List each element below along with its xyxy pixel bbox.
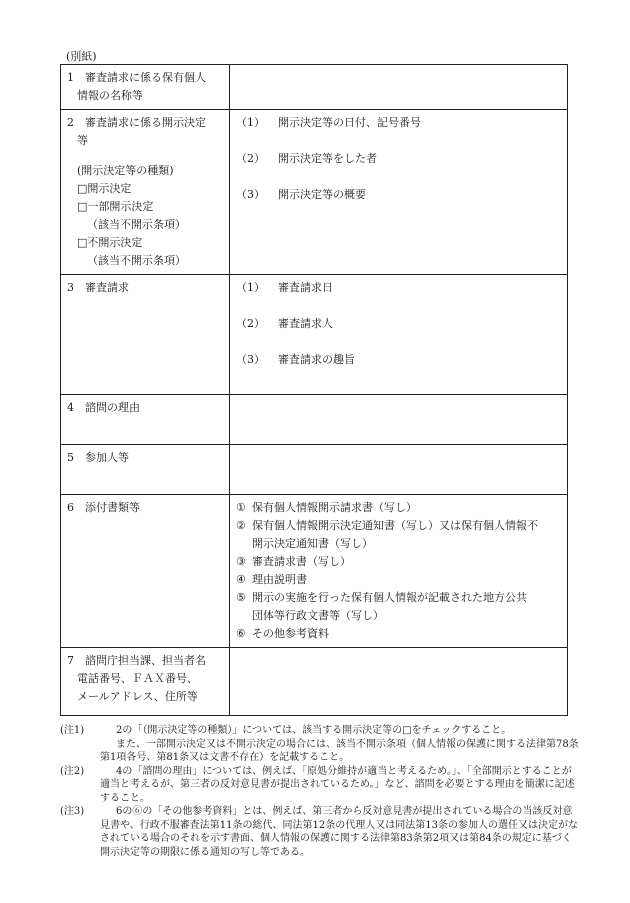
review-form-table bbox=[60, 64, 568, 716]
option-partial[interactable]: □一部開示決定 bbox=[77, 200, 154, 213]
row-6-label: 6 添付書類等 bbox=[61, 495, 230, 648]
kind-title: (開示決定等の種類) bbox=[77, 164, 174, 177]
row-6-value bbox=[230, 495, 568, 648]
row-7 bbox=[61, 648, 568, 716]
row-7-value[interactable] bbox=[230, 648, 568, 716]
decision-date-label: 開示決定等の日付、記号番号 bbox=[278, 116, 421, 129]
partial-clause: （該当不開示条項） bbox=[87, 218, 186, 231]
request-date-label: 審査請求日 bbox=[278, 281, 333, 294]
row-4 bbox=[61, 395, 568, 445]
row-4-label: 4 諮問の理由 bbox=[61, 395, 230, 445]
row-7-label: 7 諮問庁担当課、担当者名 電話番号、ＦＡＸ番号、 メールアドレス、住所等 bbox=[61, 648, 230, 716]
option-disclose[interactable]: □開示決定 bbox=[77, 182, 132, 195]
row-6 bbox=[61, 495, 568, 648]
decision-summary-label: 開示決定等の概要 bbox=[278, 188, 366, 201]
note-2: (注2) 4の「諮問の理由」については、例えば、「原処分維持が適当と考えるため。」、「全部開示とすることが適当と考えるが、第三者の反対意見書が提出されているため。」など、諮問を必要とする理由を簡潔に記述すること。 bbox=[60, 765, 575, 804]
row-1-label: 1 審査請求に係る保有個人 情報の名称等 bbox=[61, 65, 230, 110]
note-3: (注3) 6の⑥の「その他参考資料」とは、例えば、第三者から反対意見書が提出されている場合の当該反対意見書や、行政不服審査法第11条の総代、同法第12条の代理人又は同法第13条の参加人の選任又は決定がなされている場合のそれを示す書面、個人情報の保護に関する法律第83条第2項又は第84条の規定に基づく開示決定等の期限に係る通知の写し等である。 bbox=[60, 806, 578, 858]
row-5-label: 5 参加人等 bbox=[61, 445, 230, 495]
row-2 bbox=[61, 110, 568, 275]
row-3 bbox=[61, 275, 568, 395]
doc-1: ① 保有個人情報開示請求書（写し） bbox=[236, 501, 417, 514]
doc-2: ② 保有個人情報開示決定通知書（写し）又は保有個人情報不 開示決定通知書（写し） bbox=[236, 519, 538, 550]
row-5 bbox=[61, 445, 568, 495]
nondisclose-clause: （該当不開示条項） bbox=[87, 254, 186, 267]
row-5-value[interactable] bbox=[230, 445, 568, 495]
attachment-label: (別紙) bbox=[66, 50, 97, 63]
requester-label: 審査請求人 bbox=[278, 317, 333, 330]
doc-6: ⑥ その他参考資料 bbox=[236, 627, 329, 640]
doc-3: ③ 審査請求書（写し） bbox=[236, 555, 351, 568]
doc-4: ④ 理由説明書 bbox=[236, 573, 307, 586]
row-2-label: 2 審査請求に係る開示決定 等 (開示決定等の種類) □開示決定 □一部開示決定 （該当不開示条項） □不開示決定 （該当不開示条項） bbox=[61, 110, 230, 275]
row-1 bbox=[61, 65, 568, 110]
decision-maker-label: 開示決定等をした者 bbox=[278, 152, 377, 165]
row-2-value: （1） 開示決定等の日付、記号番号 （2） 開示決定等をした者 （3） 開示決定等の概要 bbox=[230, 110, 568, 275]
request-purpose-label: 審査請求の趣旨 bbox=[278, 353, 355, 366]
row-3-value: （1） 審査請求日 （2） 審査請求人 （3） 審査請求の趣旨 bbox=[230, 275, 568, 395]
notes-section bbox=[60, 724, 580, 859]
note-1: (注1) 2の「（開示決定等の種類）」については、該当する開示決定等の□をチェックすること。 また、一部開示決定又は不開示決定の場合には、該当不開示条項（個人情報の保護に関する法律第78条第1項各号、第81条又は文書不存在）を記載すること。 bbox=[60, 725, 579, 763]
row-3-label: 3 審査請求 bbox=[61, 275, 230, 395]
row-4-value[interactable] bbox=[230, 395, 568, 445]
option-nondisclose[interactable]: □不開示決定 bbox=[77, 236, 143, 249]
doc-5: ⑤ 開示の実施を行った保有個人情報が記載された地方公共 団体等行政文書等（写し） bbox=[236, 591, 527, 622]
row-1-value[interactable] bbox=[230, 65, 568, 110]
